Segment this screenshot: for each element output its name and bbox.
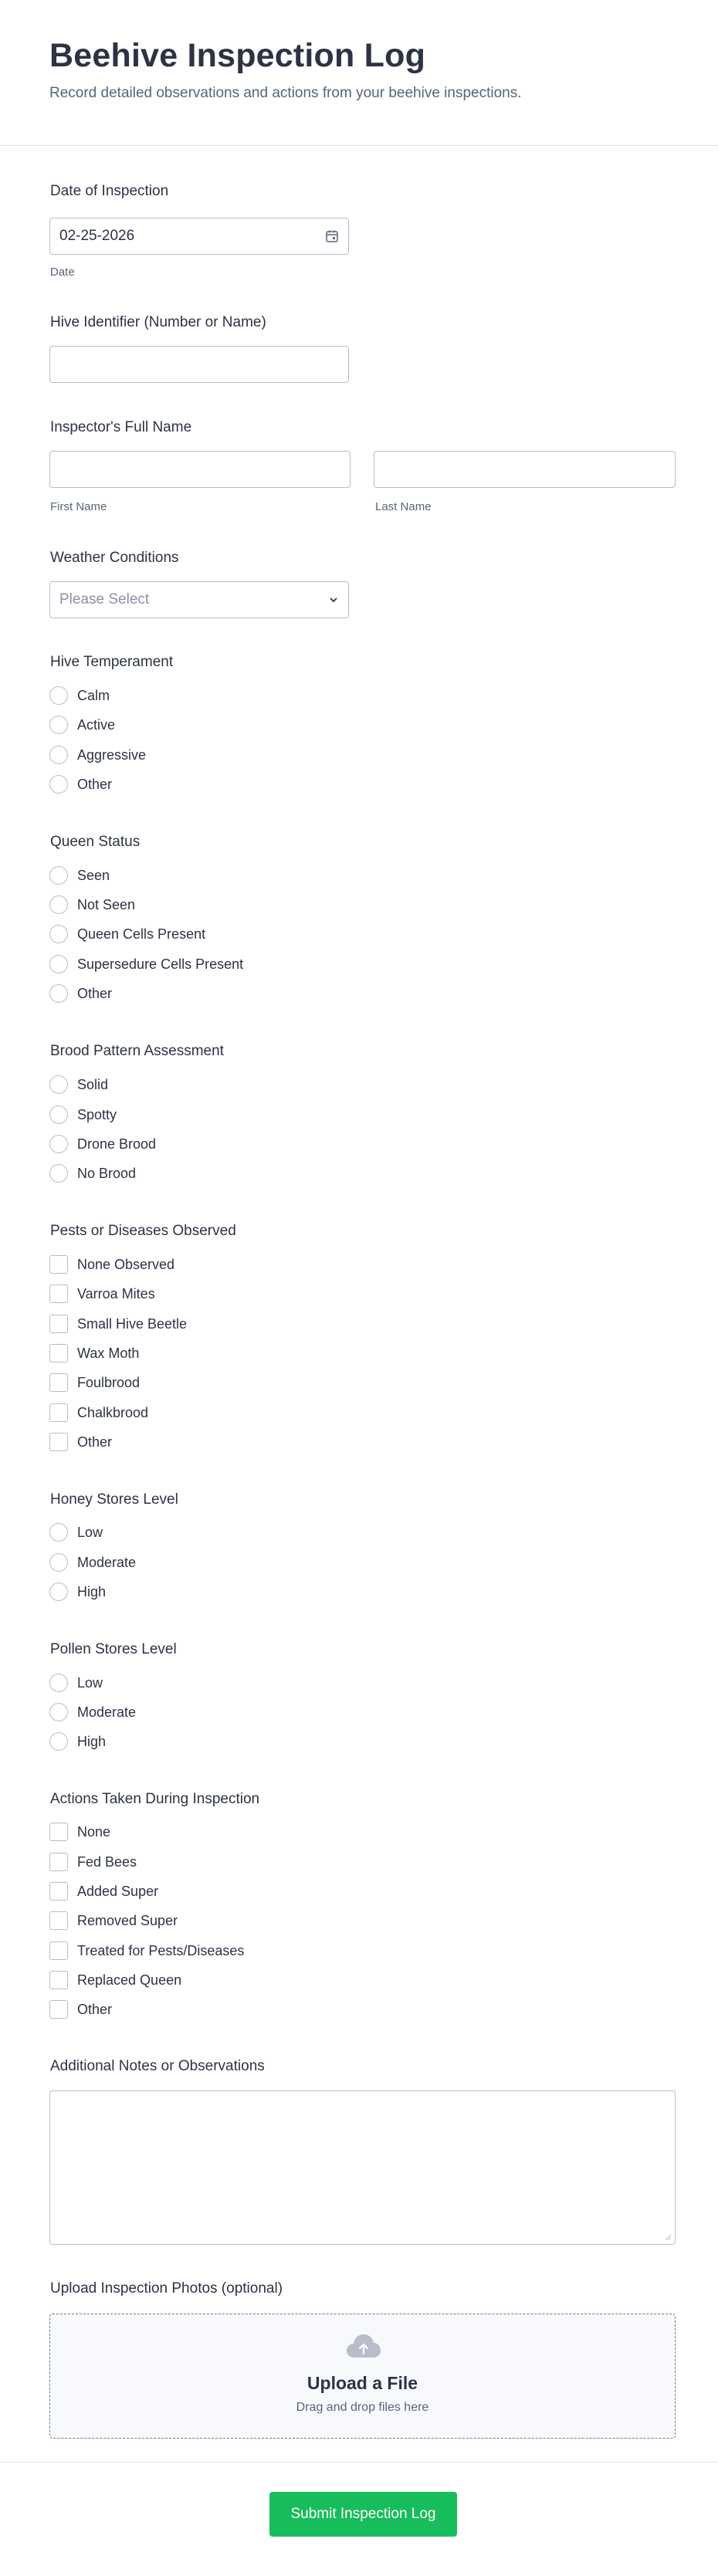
checkbox[interactable] — [49, 1373, 68, 1392]
file-upload-dropzone[interactable] — [49, 2314, 676, 2439]
option-label: Other — [77, 2001, 113, 2017]
actions-option[interactable] — [49, 1821, 110, 1843]
upload-label: Upload Inspection Photos (optional) — [50, 2280, 283, 2297]
checkbox[interactable] — [49, 1911, 68, 1930]
option-label: Aggressive — [77, 746, 147, 763]
option-label: Varroa Mites — [77, 1285, 155, 1302]
cloud-upload-icon — [345, 2331, 382, 2362]
pests-option[interactable] — [49, 1283, 155, 1305]
option-label: No Brood — [77, 1165, 137, 1181]
hive-input[interactable] — [49, 346, 349, 383]
resize-handle-icon[interactable] — [664, 2233, 672, 2241]
checkbox[interactable] — [49, 1882, 68, 1901]
option-label: Treated for Pests/Diseases — [77, 1942, 245, 1958]
pests-option[interactable] — [49, 1254, 174, 1275]
option-label: Seen — [77, 867, 110, 883]
date-input[interactable] — [49, 218, 349, 255]
checkbox[interactable] — [49, 1255, 68, 1274]
brood-option[interactable] — [49, 1104, 117, 1126]
actions-option[interactable] — [49, 1910, 178, 1931]
option-label: Fed Bees — [77, 1853, 137, 1870]
radio-button[interactable] — [49, 1075, 68, 1094]
notes-label: Additional Notes or Observations — [50, 2058, 265, 2074]
pollen-label: Pollen Stores Level — [50, 1641, 177, 1657]
option-label: Other — [77, 1434, 113, 1450]
pests-option[interactable] — [49, 1402, 148, 1423]
last-name-input[interactable] — [374, 451, 676, 488]
calendar-icon[interactable] — [325, 229, 339, 243]
upload-title: Upload a File — [307, 2373, 418, 2393]
form-header — [0, 0, 718, 146]
radio-button[interactable] — [49, 746, 68, 764]
pests-option[interactable] — [49, 1313, 187, 1335]
option-label: Drone Brood — [77, 1136, 157, 1152]
checkbox[interactable] — [49, 1315, 68, 1333]
checkbox[interactable] — [49, 1941, 68, 1960]
last-name-sublabel: Last Name — [375, 500, 432, 513]
temperament-label: Hive Temperament — [50, 654, 174, 670]
option-label: Removed Super — [77, 1912, 178, 1928]
option-label: Foulbrood — [77, 1374, 141, 1390]
actions-option[interactable] — [49, 1969, 181, 1991]
actions-option[interactable] — [49, 1999, 112, 2020]
radio-button[interactable] — [49, 1732, 68, 1751]
hive-label: Hive Identifier (Number or Name) — [50, 314, 266, 330]
actions-option[interactable] — [49, 1851, 137, 1873]
queen-option[interactable] — [49, 894, 135, 916]
temperament-option[interactable] — [49, 714, 115, 736]
honey-option[interactable] — [49, 1552, 136, 1573]
radio-button[interactable] — [49, 925, 68, 943]
radio-button[interactable] — [49, 775, 68, 794]
brood-option[interactable] — [49, 1163, 136, 1184]
honey-option[interactable] — [49, 1522, 103, 1543]
radio-button[interactable] — [49, 1582, 68, 1601]
queen-option[interactable] — [49, 865, 110, 886]
option-label: Not Seen — [77, 896, 136, 912]
first-name-input[interactable] — [49, 451, 351, 488]
date-value: 02-25-2026 — [59, 228, 135, 244]
date-sublabel: Date — [50, 266, 75, 279]
inspector-label: Inspector's Full Name — [50, 419, 192, 435]
checkbox[interactable] — [49, 1823, 68, 1841]
option-label: Small Hive Beetle — [77, 1315, 188, 1332]
radio-button[interactable] — [49, 1553, 68, 1572]
pollen-option[interactable] — [49, 1672, 103, 1694]
weather-label: Weather Conditions — [50, 550, 179, 566]
queen-label: Queen Status — [50, 834, 141, 850]
pests-option[interactable] — [49, 1342, 139, 1364]
brood-option[interactable] — [49, 1133, 156, 1155]
date-label: Date of Inspection — [50, 183, 169, 199]
option-label: Queen Cells Present — [77, 926, 206, 942]
queen-option[interactable] — [49, 953, 243, 975]
checkbox[interactable] — [49, 1285, 68, 1303]
checkbox[interactable] — [49, 2000, 68, 2019]
form-subtitle: Record detailed observations and actions from your beehive inspections. — [49, 85, 522, 101]
option-label: Wax Moth — [77, 1345, 140, 1361]
pests-label: Pests or Diseases Observed — [50, 1223, 236, 1239]
radio-button[interactable] — [49, 955, 68, 973]
radio-button[interactable] — [49, 1164, 68, 1183]
option-label: Chalkbrood — [77, 1404, 149, 1420]
option-label: Added Super — [77, 1883, 159, 1899]
checkbox[interactable] — [49, 1853, 68, 1871]
pollen-option[interactable] — [49, 1731, 106, 1752]
option-label: Other — [77, 776, 113, 792]
radio-button[interactable] — [49, 1105, 68, 1124]
option-label: Moderate — [77, 1704, 137, 1720]
actions-label: Actions Taken During Inspection — [50, 1791, 260, 1807]
option-label: High — [77, 1733, 107, 1749]
weather-placeholder: Please Select — [59, 591, 150, 608]
radio-button[interactable] — [49, 686, 68, 705]
checkbox[interactable] — [49, 1344, 68, 1362]
option-label: Replaced Queen — [77, 1972, 182, 1988]
queen-option[interactable] — [49, 923, 205, 945]
option-label: None Observed — [77, 1256, 175, 1272]
actions-option[interactable] — [49, 1940, 244, 1962]
brood-option[interactable] — [49, 1074, 108, 1095]
option-label: None — [77, 1823, 111, 1840]
form-title: Beehive Inspection Log — [49, 37, 426, 74]
pests-option[interactable] — [49, 1372, 140, 1393]
checkbox[interactable] — [49, 1403, 68, 1422]
temperament-option[interactable] — [49, 744, 146, 766]
first-name-sublabel: First Name — [50, 500, 107, 513]
radio-button[interactable] — [49, 984, 68, 1003]
queen-option[interactable] — [49, 983, 112, 1004]
submit-button[interactable]: Submit Inspection Log — [269, 2492, 457, 2537]
pests-option[interactable] — [49, 1431, 112, 1453]
weather-select[interactable] — [49, 581, 349, 618]
option-label: Spotty — [77, 1106, 117, 1122]
pollen-option[interactable] — [49, 1701, 136, 1723]
radio-button[interactable] — [49, 1523, 68, 1542]
option-label: Other — [77, 985, 113, 1001]
checkbox[interactable] — [49, 1971, 68, 1989]
radio-button[interactable] — [49, 866, 68, 885]
option-label: Active — [77, 716, 116, 733]
option-label: Low — [77, 1674, 103, 1691]
radio-button[interactable] — [49, 716, 68, 734]
honey-label: Honey Stores Level — [50, 1491, 178, 1508]
radio-button[interactable] — [49, 1674, 68, 1692]
option-label: Supersedure Cells Present — [77, 956, 244, 972]
option-label: Moderate — [77, 1554, 137, 1570]
actions-option[interactable] — [49, 1880, 158, 1902]
option-label: Low — [77, 1524, 103, 1540]
temperament-option[interactable] — [49, 685, 110, 706]
footer-divider — [0, 2462, 718, 2463]
option-label: Calm — [77, 687, 110, 703]
chevron-down-icon — [328, 594, 339, 605]
temperament-option[interactable] — [49, 773, 112, 795]
checkbox[interactable] — [49, 1433, 68, 1451]
option-label: Solid — [77, 1076, 109, 1092]
radio-button[interactable] — [49, 1135, 68, 1153]
option-label: High — [77, 1583, 107, 1599]
notes-textarea[interactable] — [49, 2090, 676, 2245]
honey-option[interactable] — [49, 1581, 106, 1603]
brood-label: Brood Pattern Assessment — [50, 1043, 224, 1059]
radio-button[interactable] — [49, 1703, 68, 1721]
upload-hint: Drag and drop files here — [296, 2401, 429, 2414]
radio-button[interactable] — [49, 895, 68, 914]
